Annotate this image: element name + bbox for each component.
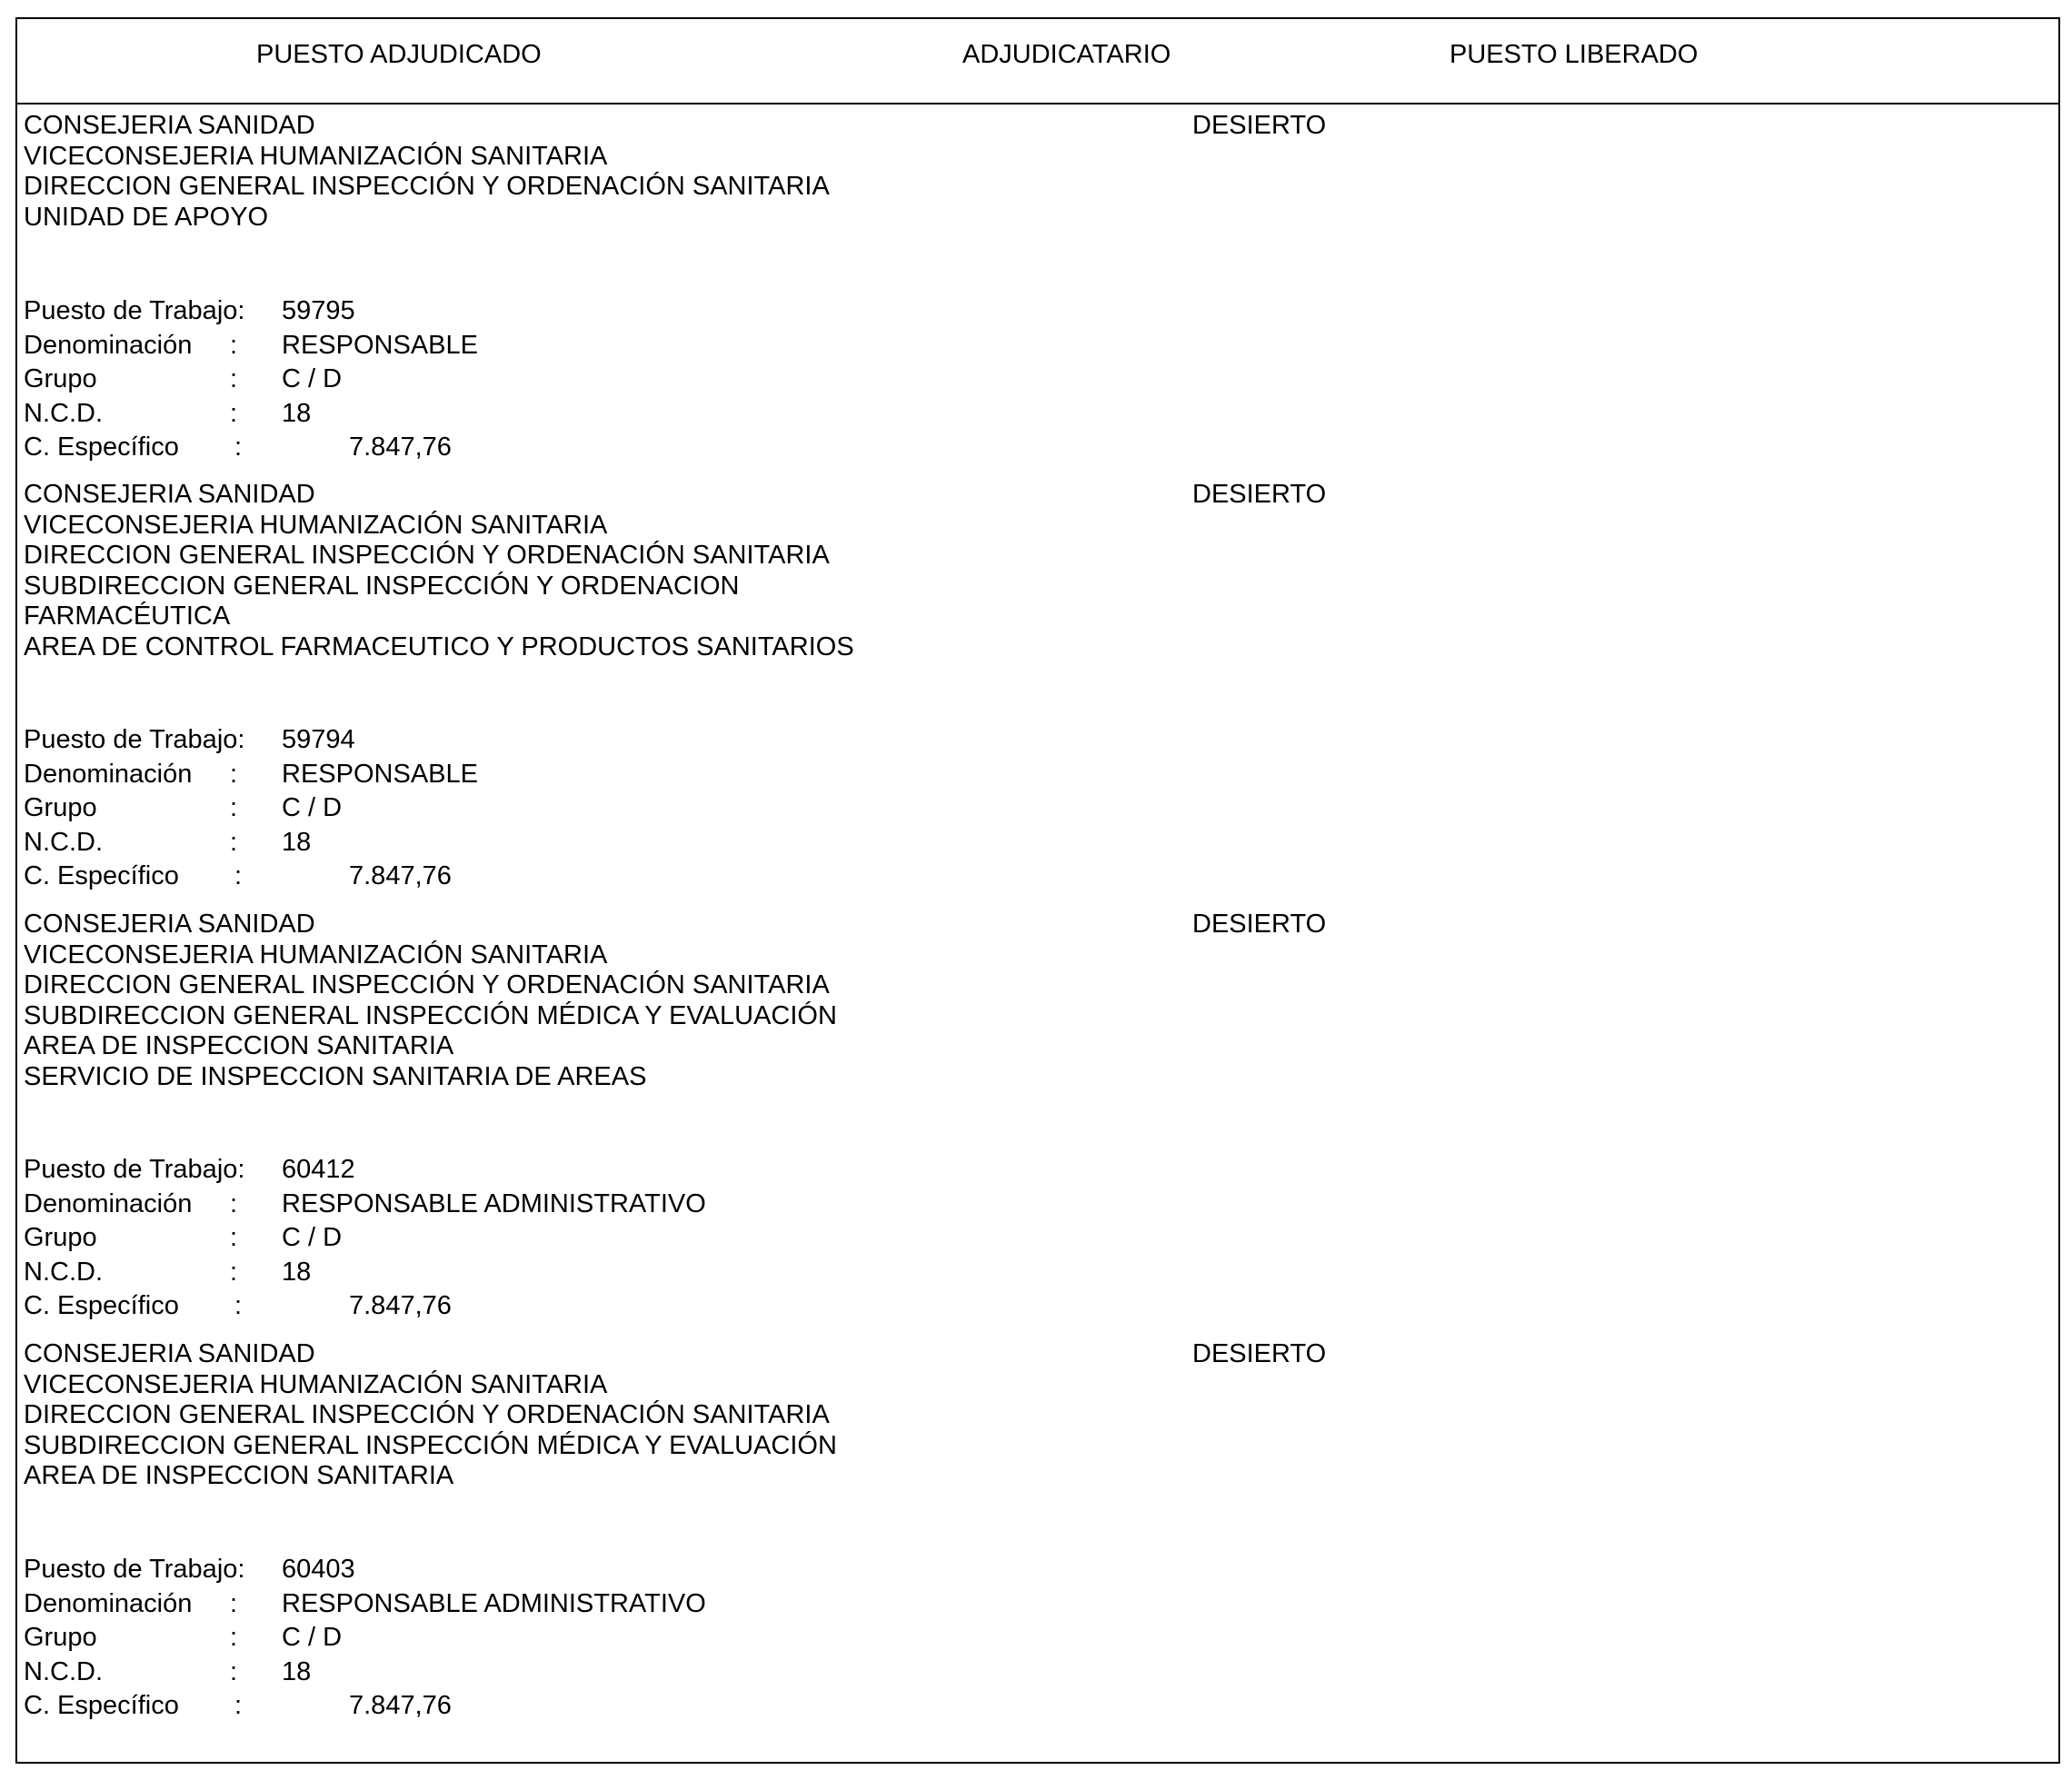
column-header-puesto-adjudicado: PUESTO ADJUDICADO [256,40,542,69]
org-line: SUBDIRECCION GENERAL INSPECCIÓN MÉDICA Y EVALUACIÓN [24,1000,837,1030]
field-value: RESPONSABLE ADMINISTRATIVO [282,1588,706,1618]
field-value: RESPONSABLE ADMINISTRATIVO [282,1188,706,1218]
field-colon: : [230,1656,238,1686]
awardee-status: DESIERTO [1192,480,1327,509]
org-line: FARMACÉUTICA [24,602,231,631]
field-label: C. Específico [24,1291,179,1321]
field-colon: : [230,827,238,857]
field-value: 7.847,76 [349,861,452,891]
org-line: SUBDIRECCION GENERAL INSPECCIÓN Y ORDENACION [24,571,740,601]
field-colon: : [230,1623,238,1653]
field-label: Puesto de Trabajo: [24,296,245,325]
field-label: Denominación [24,1188,193,1218]
org-line: VICECONSEJERIA HUMANIZACIÓN SANITARIA [24,141,608,171]
organization-hierarchy [24,480,854,662]
column-header-puesto-liberado: PUESTO LIBERADO [1449,40,1698,69]
field-colon: : [230,1257,238,1287]
field-colon: : [230,1588,238,1618]
field-label: N.C.D. [24,1656,103,1686]
field-colon: : [234,1691,243,1721]
field-value: C / D [282,1623,343,1653]
column-header-adjudicatario: ADJUDICATARIO [962,40,1171,69]
org-line: AREA DE CONTROL FARMACEUTICO Y PRODUCTOS SANITARIOS [24,631,854,661]
org-line: UNIDAD DE APOYO [24,202,269,232]
org-line: VICECONSEJERIA HUMANIZACIÓN SANITARIA [24,1369,608,1399]
field-value: RESPONSABLE [282,330,478,360]
field-colon: : [230,759,238,789]
field-label: Puesto de Trabajo: [24,1155,245,1184]
field-colon: : [230,364,238,394]
field-label: C. Específico [24,861,179,891]
awardee-status: DESIERTO [1192,910,1327,939]
field-label: Grupo [24,793,97,823]
field-value: 59795 [282,296,355,325]
org-line: AREA DE INSPECCION SANITARIA [24,1031,454,1060]
field-label: Denominación [24,330,193,360]
field-label: Grupo [24,1623,97,1653]
header-divider [17,103,2058,104]
field-colon: : [230,1188,238,1218]
field-label: N.C.D. [24,398,103,428]
field-label: N.C.D. [24,1257,103,1287]
field-value: 60403 [282,1555,355,1584]
field-label: C. Específico [24,1691,179,1721]
organization-hierarchy [24,910,837,1092]
field-label: C. Específico [24,433,179,462]
org-line: CONSEJERIA SANIDAD [24,910,315,939]
field-value: RESPONSABLE [282,759,478,789]
org-line: AREA DE INSPECCION SANITARIA [24,1461,454,1490]
field-label: Puesto de Trabajo: [24,1555,245,1584]
field-colon: : [234,861,243,891]
awardee-status: DESIERTO [1192,1339,1327,1368]
field-colon: : [234,1291,243,1321]
field-label: Denominación [24,759,193,789]
org-line: DIRECCION GENERAL INSPECCIÓN Y ORDENACIÓN SANITARIA [24,541,830,570]
org-line: DIRECCION GENERAL INSPECCIÓN Y ORDENACIÓN SANITARIA [24,970,830,999]
resolution-table [15,17,2060,1764]
org-line: SERVICIO DE INSPECCION SANITARIA DE AREAS [24,1061,647,1091]
field-value: 18 [282,827,312,857]
org-line: CONSEJERIA SANIDAD [24,111,315,140]
org-line: SUBDIRECCION GENERAL INSPECCIÓN MÉDICA Y EVALUACIÓN [24,1430,837,1460]
org-line: DIRECCION GENERAL INSPECCIÓN Y ORDENACIÓN SANITARIA [24,1400,830,1429]
field-colon: : [234,433,243,462]
org-line: VICECONSEJERIA HUMANIZACIÓN SANITARIA [24,940,608,970]
field-label: Grupo [24,364,97,394]
field-colon: : [230,793,238,823]
field-value: 60412 [282,1155,355,1184]
field-value: 18 [282,1656,312,1686]
org-line: CONSEJERIA SANIDAD [24,1339,315,1368]
field-colon: : [230,398,238,428]
field-label: Denominación [24,1588,193,1618]
field-value: 18 [282,398,312,428]
org-line: DIRECCION GENERAL INSPECCIÓN Y ORDENACIÓN SANITARIA [24,172,830,201]
org-line: CONSEJERIA SANIDAD [24,480,315,509]
field-value: C / D [282,364,343,394]
org-line: VICECONSEJERIA HUMANIZACIÓN SANITARIA [24,510,608,540]
field-colon: : [230,330,238,360]
field-value: 7.847,76 [349,1691,452,1721]
field-value: 18 [282,1257,312,1287]
awardee-status: DESIERTO [1192,111,1327,140]
field-label: Puesto de Trabajo: [24,725,245,754]
field-value: 7.847,76 [349,433,452,462]
organization-hierarchy [24,1339,837,1492]
field-value: C / D [282,793,343,823]
field-colon: : [230,1223,238,1253]
field-label: N.C.D. [24,827,103,857]
field-value: C / D [282,1223,343,1253]
field-value: 59794 [282,725,355,754]
organization-hierarchy [24,111,830,233]
field-label: Grupo [24,1223,97,1253]
field-value: 7.847,76 [349,1291,452,1321]
